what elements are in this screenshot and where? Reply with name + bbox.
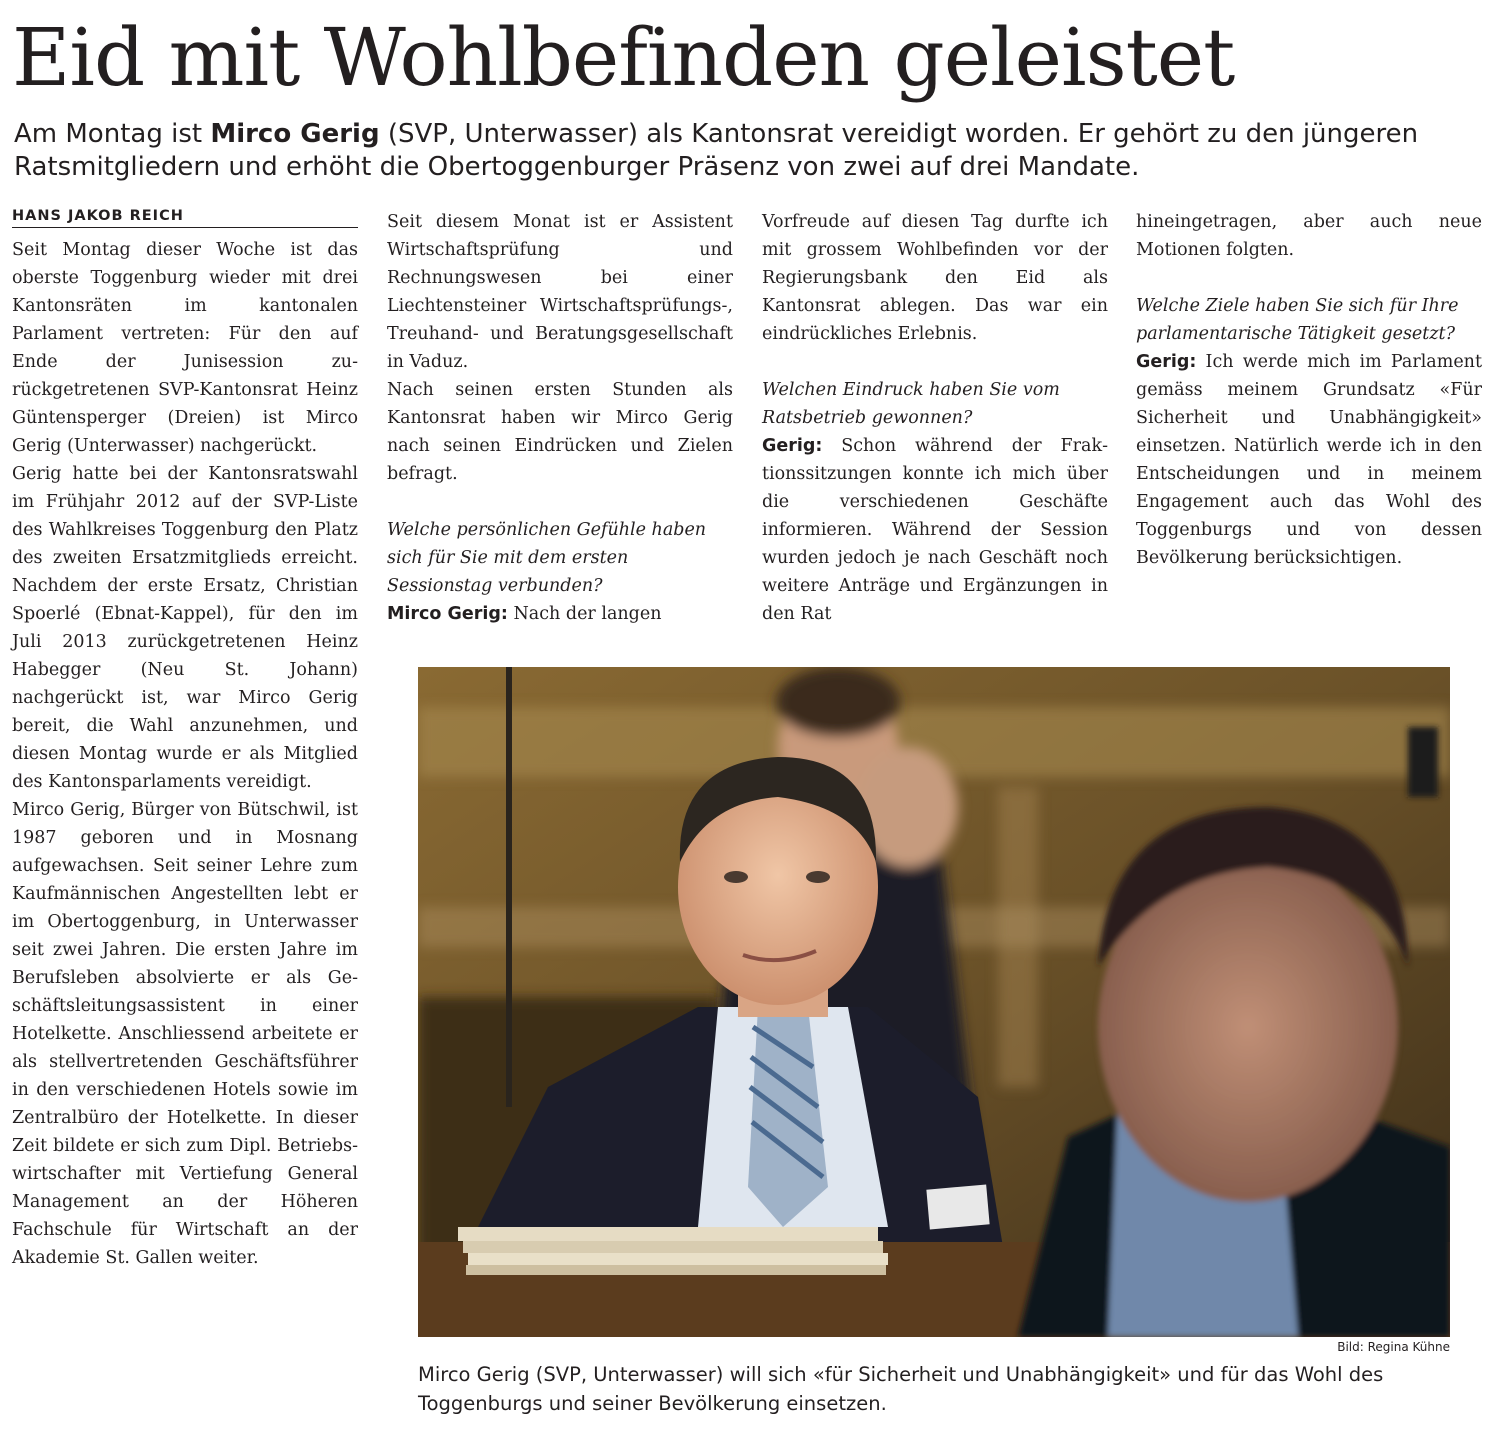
column-1 (12, 236, 358, 1272)
interview-answer-continued: hineingetragen, aber auch neue Motionen folgten. (1136, 212, 1482, 260)
photo-parliament-scene (418, 667, 1450, 1337)
speaker-label: Gerig: (762, 436, 823, 456)
interview-answer-continued: Vorfreude auf diesen Tag durfte ich mit grossem Wohlbefinden vor der Regierungsbank den Eid als Kantonsrat ablegen. Das war ein eindrückliches Erlebnis. (762, 212, 1108, 344)
interview-question: Welche persönlichen Gefühle haben sich für Sie mit dem ersten Sessionstag verbunden? (387, 520, 707, 596)
body-paragraph: Mirco Gerig, Bürger von Bütschwil, ist 1987 geboren und in Mosnang aufgewachsen. Seit seiner Lehre zum Kaufmännischen Angestellten lebt er im Obertoggenburg, in Unterwasser seit zwei Jahren. Die ersten Jahre im Berufsleben absolvierte er als Geschäftsleitungsassistent in einer Hotelkette. Anschliessend arbeitete er als stellvertretenden Geschäftsführer in den verschiedenen Hotels sowie im Zentralbüro der Hotelkette. In dieser Zeit bildete er sich zum Dipl. Betriebswirtschafter mit Vertiefung General Management an der Höheren Fachschule für Wirtschaft an der Akademie St. Gallen weiter. (12, 800, 358, 1268)
interview-answer (1136, 348, 1482, 572)
interview-answer (762, 432, 1108, 628)
interview-question: Welchen Eindruck haben Sie vom Ratsbetrieb gewonnen? (762, 380, 1060, 428)
body-paragraph: Seit diesem Monat ist er Assistent Wirtschaftsprüfung und Rechnungswesen bei einer Liechtensteiner Wirtschaftsprüfungs-, Treuhand- und Beratungsgesellschaft in Vaduz. (387, 212, 733, 372)
answer-text: Nach der langen (507, 604, 662, 624)
lead-paragraph (14, 118, 1454, 184)
article-photo (418, 667, 1450, 1337)
speaker-label: Mirco Gerig: (387, 604, 508, 624)
lead-name: Mirco Gerig (210, 119, 380, 149)
lead-text-before: Am Montag ist (14, 119, 211, 149)
photo-caption: Mirco Gerig (SVP, Unterwasser) will sich «für Sicherheit und Unabhängigkeit» und für das Wohl des Toggenburgs und seiner Bevölkerung einsetzen. (418, 1363, 1384, 1415)
answer-text: Ich werde mich im Parlament gemäss meinem Grundsatz «Für Sicherheit und Unabhängigkeit» einsetzen. Natürlich werde ich in den Entscheidungen und in meinem Engagement auch das Wohl des Toggenburgs und von dessen Bevölkerung berücksichtigen. (1136, 352, 1482, 568)
interview-answer (387, 600, 733, 628)
column-3 (762, 208, 1108, 628)
interview-question: Welche Ziele haben Sie sich für Ihre parlamentarische Tätigkeit gesetzt? (1136, 296, 1459, 344)
column-4 (1136, 208, 1482, 572)
headline: Eid mit Wohlbefinden geleistet (12, 11, 1235, 104)
byline: HANS JAKOB REICH (12, 208, 358, 228)
answer-text: Schon während der Fraktionssitzungen konnte ich mich über die verschiedenen Geschäfte informieren. Während der Session wurden jedoch je nach Geschäft noch weitere Anträge und Ergänzungen in den Rat (762, 436, 1108, 624)
lead-text-after: (SVP, Unterwasser) als Kantonsrat vereidigt worden. Er gehört zu den jüngeren Ratsmitgliedern und erhöht die Obertoggenburger Präsenz von zwei auf drei Mandate. (14, 119, 1419, 182)
photo-credit: Bild: Regina Kühne (1337, 1340, 1450, 1354)
body-paragraph: Nach seinen ersten Stunden als Kantonsrat haben wir Mirco Gerig nach seinen Eindrücken und Zielen befragt. (387, 380, 733, 484)
speaker-label: Gerig: (1136, 352, 1197, 372)
column-2 (387, 208, 733, 628)
body-paragraph: Gerig hatte bei der Kantonsratswahl im Frühjahr 2012 auf der SVP-Liste des Wahlkreises Toggenburg den Platz des zweiten Ersatzmitglieds erreicht. Nachdem der erste Ersatz, Christian Spoerlé (Ebnat-Kappel), für den im Juli 2013 zurückgetretenen Heinz Habegger (Neu St. Johann) nachgerückt ist, war Mirco Gerig bereit, die Wahl anzunehmen, und diesen Montag wurde er als Mitglied des Kantonsparlaments vereidigt. (12, 464, 358, 792)
body-paragraph: Seit Montag dieser Woche ist das oberste Toggenburg wieder mit drei Kantonsräten im kantonalen Parlament vertreten: Für den auf Ende der Junisession zurückgetretenen SVP-Kantonsrat Heinz Güntensperger (Dreien) ist Mirco Gerig (Unterwasser) nachgerückt. (12, 240, 358, 456)
